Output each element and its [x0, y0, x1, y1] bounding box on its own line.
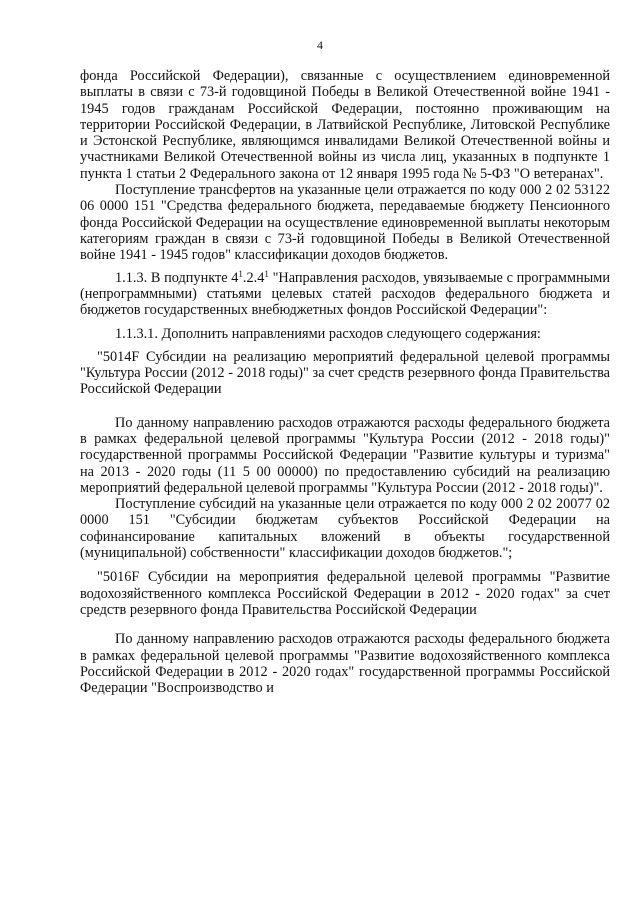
paragraph-9: По данному направлению расходов отражаются расходы федерального бюджета в рамках федеральной целевой программы "Развитие водохозяйственного комплекса Российской Федерации в 2012 - 2020 годах" государственной программы Российской Федерации "Воспроизводство и — [80, 631, 610, 697]
paragraph-5: "5014F Субсидии на реализацию мероприятий федеральной целевой программы "Культура России (2012 - 2018 годы)" за счет средств резервного фонда Правительства Российской Федерации — [80, 348, 610, 398]
paragraph-1: фонда Российской Федерации), связанные с осуществлением единовременной выплаты в связи с 73-й годовщиной Победы в Великой Отечественной войне 1941 - 1945 годов гражданам Российской Федерации, постоянно проживающим на территории Российской Федерации, в Латвийской Республике, Литовской Республике и Эстонской Республике, являющимся инвалидами Великой Отечественной войны и участниками Великой Отечественной войны из числа лиц, указанных в подпункте 1 пункта 1 статьи 2 Федерального закона от 12 января 1995 года № 5-ФЗ "О ветеранах". — [80, 68, 610, 182]
paragraph-2: Поступление трансфертов на указанные цели отражается по коду 000 2 02 53122 06 0000 151 "Средства федерального бюджета, передаваемые бюджету Пенсионного фонда Российской Федерации на осуществление единовременной выплаты некоторым категориям граждан в связи с 73-й годовщиной Победы в Великой Отечественной войне 1941 - 1945 годов" классификации доходов бюджетов. — [80, 182, 610, 264]
paragraph-3-superscript-1: 1 — [238, 268, 243, 279]
paragraph-3-superscript-2: 1 — [264, 268, 269, 279]
paragraph-4: 1.1.3.1. Дополнить направлениями расходов следующего содержания: — [115, 326, 541, 343]
paragraph-7: Поступление субсидий на указанные цели отражается по коду 000 2 02 20077 02 0000 151 "Субсидии бюджетам субъектов Российской Федерации на софинансирование капитальных вложений в объекты государственной (муниципальной) собственности" классификации доходов бюджетов."; — [80, 496, 610, 562]
paragraph-3-end: "Направления расходов, увязываемые с программными (непрограммными) статьями целевых статей расходов федерального бюджета и бюджетов государственных внебюджетных фондов Российской Федерации": — [80, 269, 610, 319]
paragraph-3-middle: .2.4 — [242, 269, 265, 286]
page-number: 4 — [317, 38, 323, 52]
document-body — [80, 68, 610, 696]
paragraph-6: По данному направлению расходов отражаются расходы федерального бюджета в рамках федеральной целевой программы "Культура России (2012 - 2018 годы)" государственной программы Российской Федерации "Развитие культуры и туризма" на 2013 - 2020 годы (11 5 00 00000) по предоставлению субсидий на реализацию мероприятий федеральной целевой программы "Культура России (2012 - 2018 годы)". — [80, 414, 610, 496]
paragraph-3 — [80, 270, 610, 319]
paragraph-8: "5016F Субсидии на мероприятия федеральной целевой программы "Развитие водохозяйственного комплекса Российской Федерации в 2012 - 2020 годах" за счет средств резервного фонда Правительства Российской Федерации — [80, 569, 610, 618]
paragraph-3-start: 1.1.3. В подпункте 4 — [115, 269, 239, 286]
